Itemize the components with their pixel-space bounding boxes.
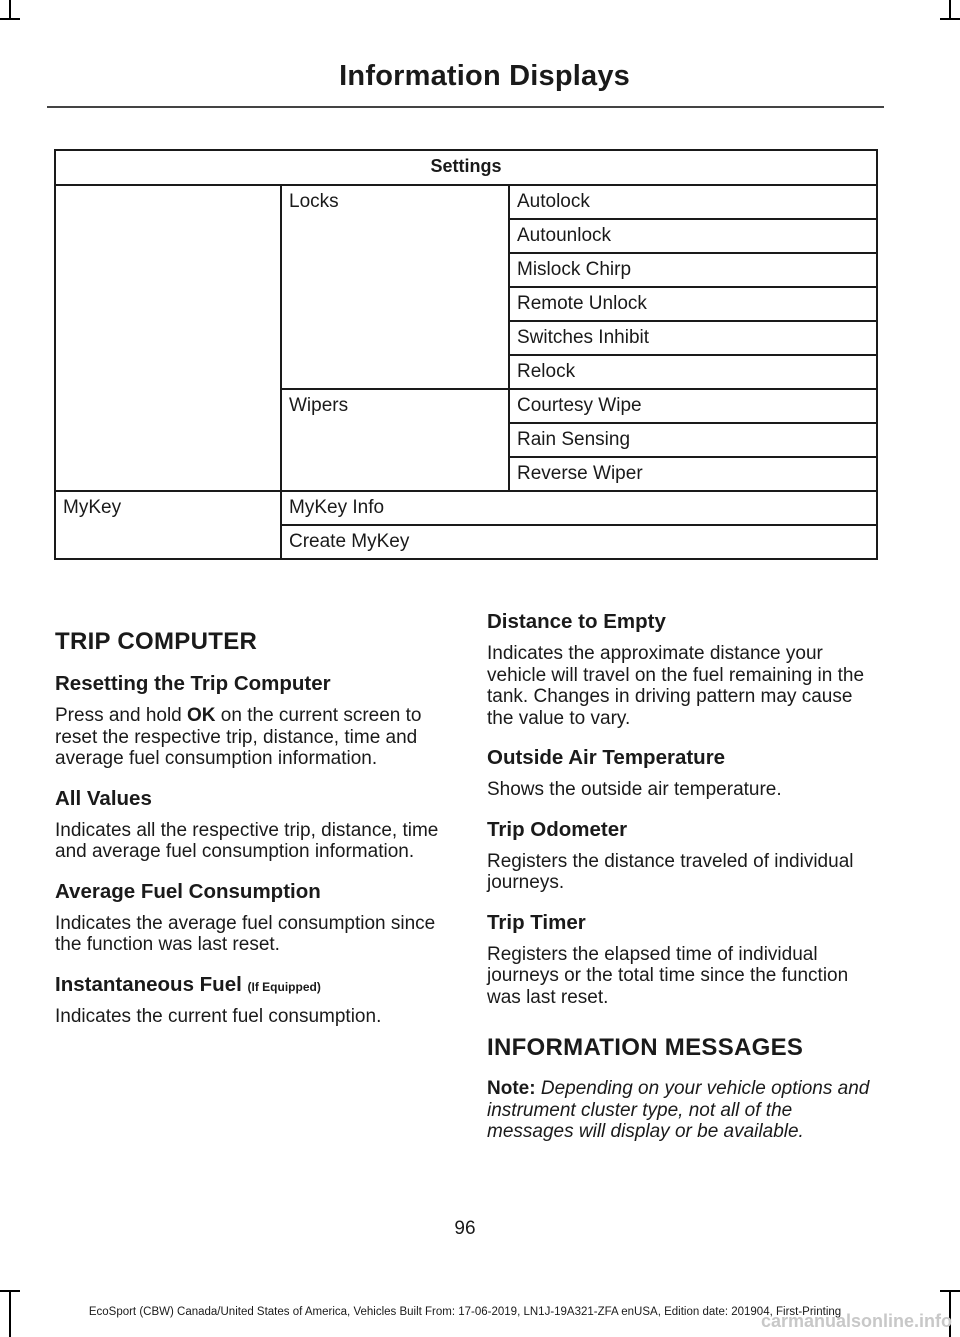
table-cell: Courtesy Wipe [509, 389, 877, 423]
crop-mark [940, 18, 960, 20]
note-paragraph [487, 1078, 879, 1143]
mykey-label: MyKey [55, 491, 281, 559]
table-row [55, 185, 877, 219]
table-cell: Rain Sensing [509, 423, 877, 457]
subheading-resetting: Resetting the Trip Computer [55, 672, 331, 695]
paragraph-outside-air-temperature: Shows the outside air temperature. [487, 779, 782, 800]
table-cell-empty [55, 185, 281, 491]
paragraph-average-fuel: Indicates the average fuel consumption since the function was last reset. [55, 912, 436, 955]
table-cell: Switches Inhibit [509, 321, 877, 355]
text: Instantaneous Fuel [55, 972, 242, 996]
page-number: 96 [454, 1218, 476, 1239]
table-row [55, 491, 877, 525]
table-cell: Remote Unlock [509, 287, 877, 321]
subheading-outside-air-temperature: Outside Air Temperature [487, 746, 726, 769]
left-column [55, 628, 447, 1044]
table-cell: Autolock [509, 185, 877, 219]
watermark: carmanualsonline.info [760, 1311, 952, 1331]
table-header-row [55, 150, 877, 185]
paragraph-instantaneous-fuel: Indicates the current fuel consumption. [55, 1005, 382, 1027]
text: on the current screen to reset the respective trip, distance, time and average fuel consumption information. [55, 705, 422, 769]
right-column [487, 610, 879, 1160]
crop-mark [949, 0, 951, 18]
paragraph-distance-to-empty: Indicates the approximate distance your vehicle will travel on the fuel remaining in the tank. Changes in driving pattern may cause the value to vary. [487, 643, 865, 729]
text: Press and hold [55, 705, 188, 726]
table-heading: Settings [55, 150, 877, 185]
table-cell: Create MyKey [281, 525, 877, 559]
crop-mark [0, 1290, 20, 1292]
wipers-label: Wipers [281, 389, 509, 491]
table-cell: Autounlock [509, 219, 877, 253]
paragraph-trip-timer: Registers the elapsed time of individual journeys or the total time since the function was last reset. [487, 943, 849, 1008]
table-cell: Relock [509, 355, 877, 389]
table-cell: MyKey Info [281, 491, 877, 525]
page-title: Information Displays [339, 60, 630, 92]
crop-mark [940, 1290, 960, 1292]
header-divider [47, 106, 884, 108]
note-text: Depending on your vehicle options and instrument cluster type, not all of the messages will display or be available. [487, 1078, 870, 1142]
subheading-instantaneous-fuel [55, 973, 447, 997]
paragraph-trip-odometer: Registers the distance traveled of individual journeys. [487, 850, 854, 893]
paragraph-resetting [55, 705, 447, 770]
table-cell: Mislock Chirp [509, 253, 877, 287]
settings-table [54, 149, 878, 560]
subheading-distance-to-empty: Distance to Empty [487, 610, 666, 633]
locks-label: Locks [281, 185, 509, 389]
footer-text: EcoSport (CBW) Canada/United States of America, Vehicles Built From: 17-06-2019, LN1J-19A321-ZFA enUSA, Edition date: 201904, First-Printing [88, 1306, 842, 1318]
if-equipped-qualifier: (If Equipped) [247, 979, 321, 994]
subheading-all-values: All Values [55, 786, 152, 810]
subheading-trip-odometer: Trip Odometer [487, 817, 628, 841]
crop-mark [0, 18, 20, 20]
section-heading-information-messages: INFORMATION MESSAGES [487, 1034, 804, 1061]
paragraph-all-values: Indicates all the respective trip, distance, time and average fuel consumption information. [55, 819, 439, 862]
table-cell: Reverse Wiper [509, 457, 877, 491]
crop-mark [9, 0, 11, 18]
note-label: Note: [487, 1078, 536, 1099]
subheading-trip-timer: Trip Timer [487, 910, 586, 934]
ok-key-label: OK [187, 705, 216, 726]
section-heading-trip-computer: TRIP COMPUTER [55, 628, 258, 655]
subheading-average-fuel: Average Fuel Consumption [55, 879, 321, 903]
